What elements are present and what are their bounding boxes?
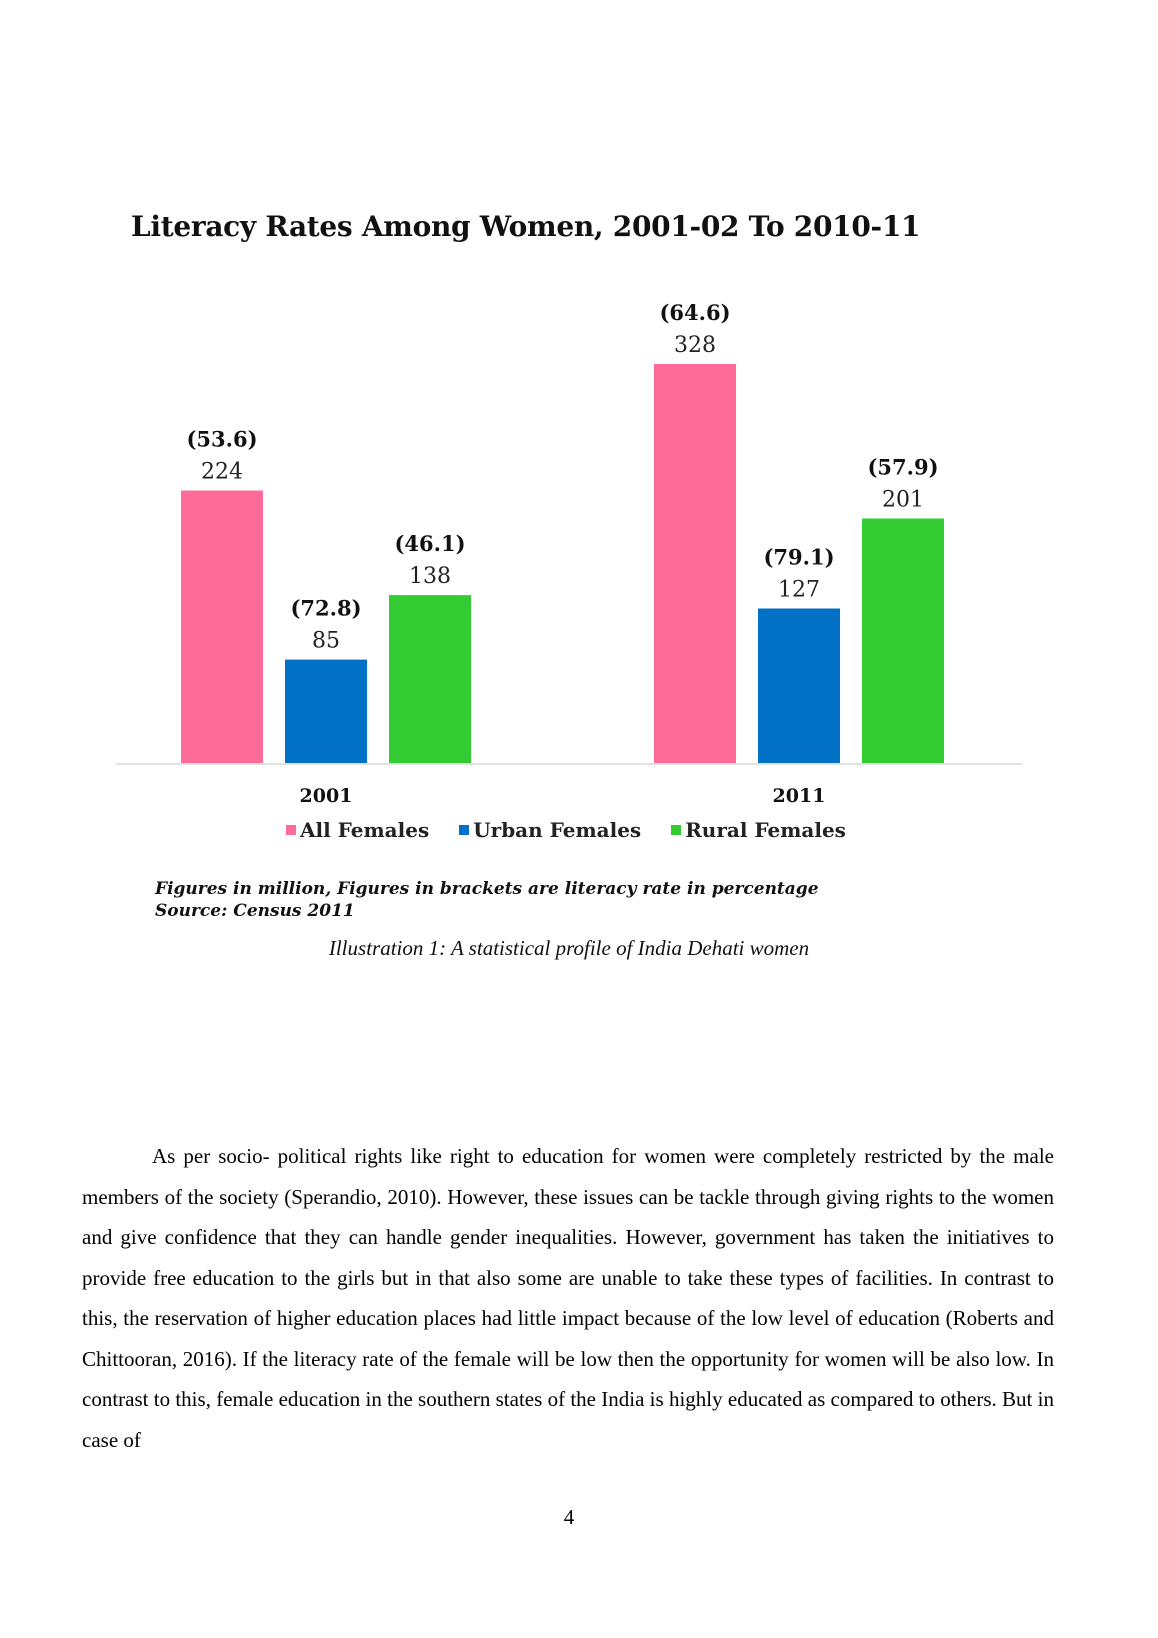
value-label-rural-females-2001: 138 [409, 564, 451, 590]
value-label-urban-females-2001: 85 [312, 628, 340, 654]
bar-all-females-2011 [654, 364, 736, 763]
legend-label-urban-females: Urban Females [473, 818, 642, 842]
bar-all-females-2001 [181, 491, 263, 763]
figure-notes [155, 878, 819, 922]
body-text [82, 1136, 1054, 1460]
value-label-rural-females-2011: 201 [882, 487, 924, 513]
value-label-all-females-2001: 224 [201, 459, 243, 485]
value-label-all-females-2011: 328 [674, 333, 716, 358]
legend-item-all-females [286, 818, 429, 842]
legend-label-all-females: All Females [300, 818, 430, 842]
bar-rural-females-2011 [862, 518, 944, 763]
legend-swatch-urban-females [459, 825, 469, 835]
figure-caption: Illustration 1: A statistical profile of India Dehati women [328, 936, 810, 960]
page-number: 4 [563, 1505, 575, 1529]
legend-item-urban-females [459, 818, 641, 842]
rate-label-rural-females-2011: (57.9) [867, 454, 939, 480]
rate-label-all-females-2001: (53.6) [186, 426, 258, 452]
body-paragraph: As per socio- political rights like right to education for women were completely restricted by the male members of the society (Sperandio, 2010). However, these issues can be tackle through giving rights to the women and give confidence that they can handle gender inequalities. However, government has taken the initiatives to provide free education to the girls but in that also some are unable to take these types of facilities. In contrast to this, the reservation of higher education places had little impact because of the low level of education (Roberts and Chittooran, 2016). If the literacy rate of the female will be low then the opportunity for women will be also low. In contrast to this, female education in the southern states of the India is highly educated as compared to others. But in case of [82, 1144, 1054, 1452]
x-tick-label-2011: 2011 [772, 785, 826, 807]
figure-note-source: Source: Census 2011 [155, 901, 355, 921]
legend-item-rural-females [671, 818, 846, 842]
legend-swatch-rural-females [671, 825, 681, 835]
bar-rural-females-2001 [389, 595, 471, 763]
rate-label-rural-females-2001: (46.1) [394, 531, 466, 557]
figure-note-units: Figures in million, Figures in brackets are literacy rate in percentage [155, 879, 819, 899]
chart-title: Literacy Rates Among Women, 2001-02 To 2010-11 [131, 210, 921, 243]
chart-legend [286, 818, 846, 842]
x-tick-label-2001: 2001 [299, 785, 353, 807]
rate-label-all-females-2011: (64.6) [659, 300, 731, 325]
legend-swatch-all-females [286, 825, 296, 835]
bar-urban-females-2001 [285, 660, 367, 763]
value-label-urban-females-2011: 127 [778, 577, 820, 603]
legend-label-rural-females: Rural Females [685, 818, 846, 842]
rate-label-urban-females-2011: (79.1) [763, 544, 835, 570]
bar-urban-females-2011 [758, 609, 840, 763]
rate-label-urban-females-2001: (72.8) [290, 595, 362, 621]
